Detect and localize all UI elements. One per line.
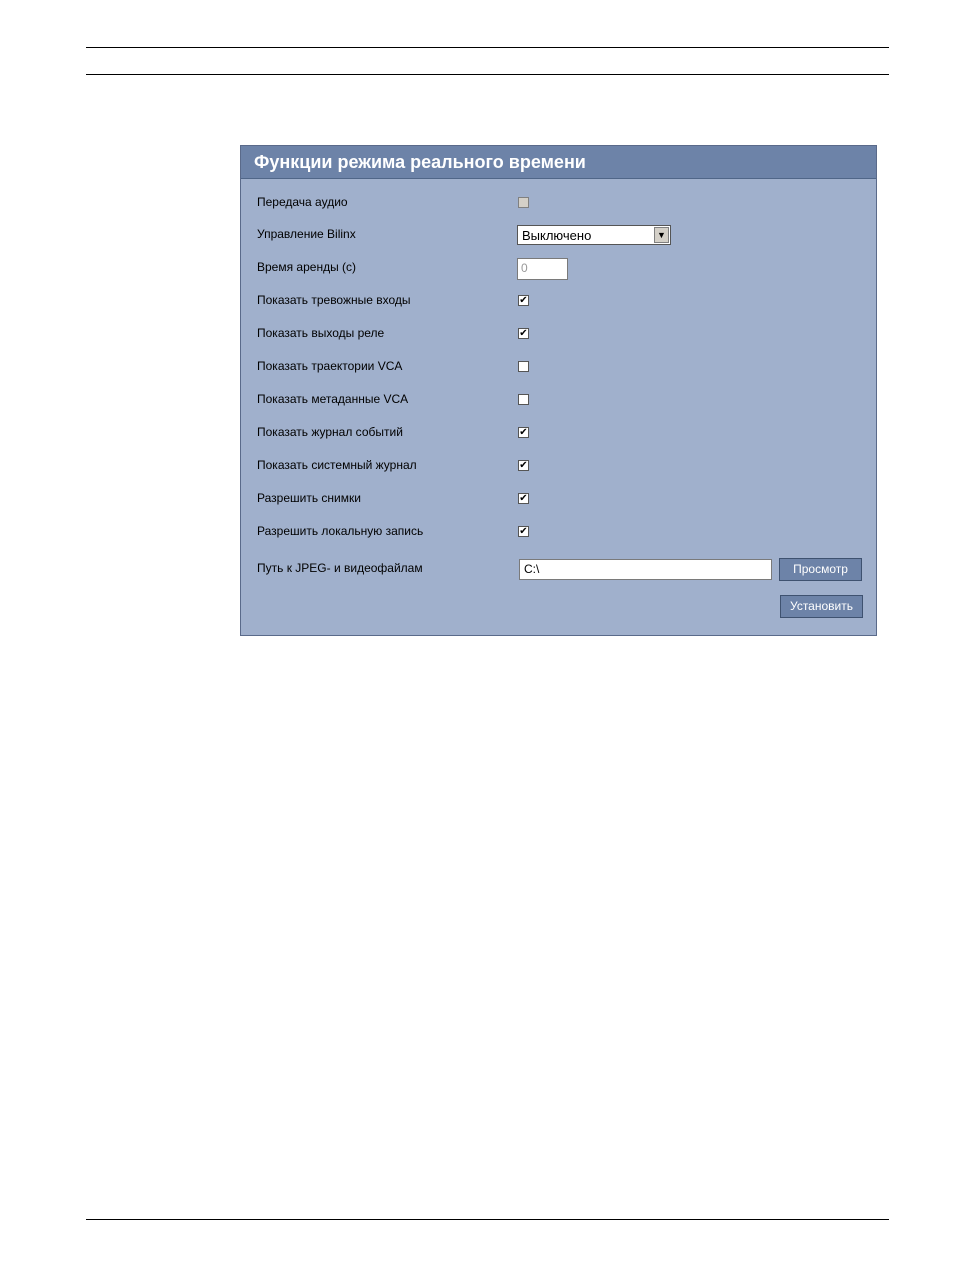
bilinx-control-value: Выключено [522,228,592,243]
label-lease-time: Время аренды (с) [257,260,357,274]
apply-button[interactable]: Установить [780,595,863,618]
label-show-vca-trajectories: Показать траектории VCA [257,359,403,373]
row-audio-transmission [241,193,876,213]
row-show-relay-outputs [241,324,876,344]
panel-title: Функции режима реального времени [254,152,586,172]
row-show-vca-trajectories [241,357,876,377]
label-bilinx-control: Управление Bilinx [257,227,356,241]
row-show-alarm-inputs [241,291,876,311]
bilinx-control-select[interactable] [517,225,671,245]
label-audio-transmission: Передача аудио [257,195,348,209]
label-show-vca-metadata: Показать метаданные VCA [257,392,409,406]
row-show-event-log [241,423,876,443]
label-show-alarm-inputs: Показать тревожные входы [257,293,411,307]
row-show-vca-metadata [241,390,876,410]
checkbox-show-event-log[interactable]: ✔ [519,427,528,438]
label-allow-snapshots: Разрешить снимки [257,491,361,505]
header-rule-top [86,47,889,48]
chevron-down-icon[interactable]: ▼ [654,227,669,243]
checkbox-allow-local-recording[interactable]: ✔ [519,526,528,537]
checkbox-allow-snapshots[interactable]: ✔ [519,493,528,504]
lease-time-input[interactable]: 0 [517,258,568,280]
row-show-system-log [241,456,876,476]
label-show-system-log: Показать системный журнал [257,458,417,472]
footer-rule [86,1219,889,1220]
live-functions-panel [240,145,877,636]
browse-button[interactable]: Просмотр [779,558,862,581]
checkbox-show-relay-outputs[interactable]: ✔ [519,328,528,339]
label-file-path: Путь к JPEG- и видеофайлам [257,561,423,575]
header-rule-bottom [86,74,889,75]
checkbox-audio-transmission[interactable] [518,197,529,208]
row-file-path [241,559,876,579]
file-path-input[interactable]: C:\ [519,559,772,580]
checkbox-show-alarm-inputs[interactable]: ✔ [519,295,528,306]
row-lease-time [241,258,876,278]
checkbox-show-system-log[interactable]: ✔ [519,460,528,471]
label-show-relay-outputs: Показать выходы реле [257,326,385,340]
row-allow-snapshots [241,489,876,509]
row-allow-local-recording [241,522,876,542]
label-show-event-log: Показать журнал событий [257,425,403,439]
row-bilinx-control [241,225,876,245]
checkbox-show-vca-trajectories[interactable] [518,361,529,372]
label-allow-local-recording: Разрешить локальную запись [257,524,424,538]
checkbox-show-vca-metadata[interactable] [518,394,529,405]
panel-header [241,146,876,179]
